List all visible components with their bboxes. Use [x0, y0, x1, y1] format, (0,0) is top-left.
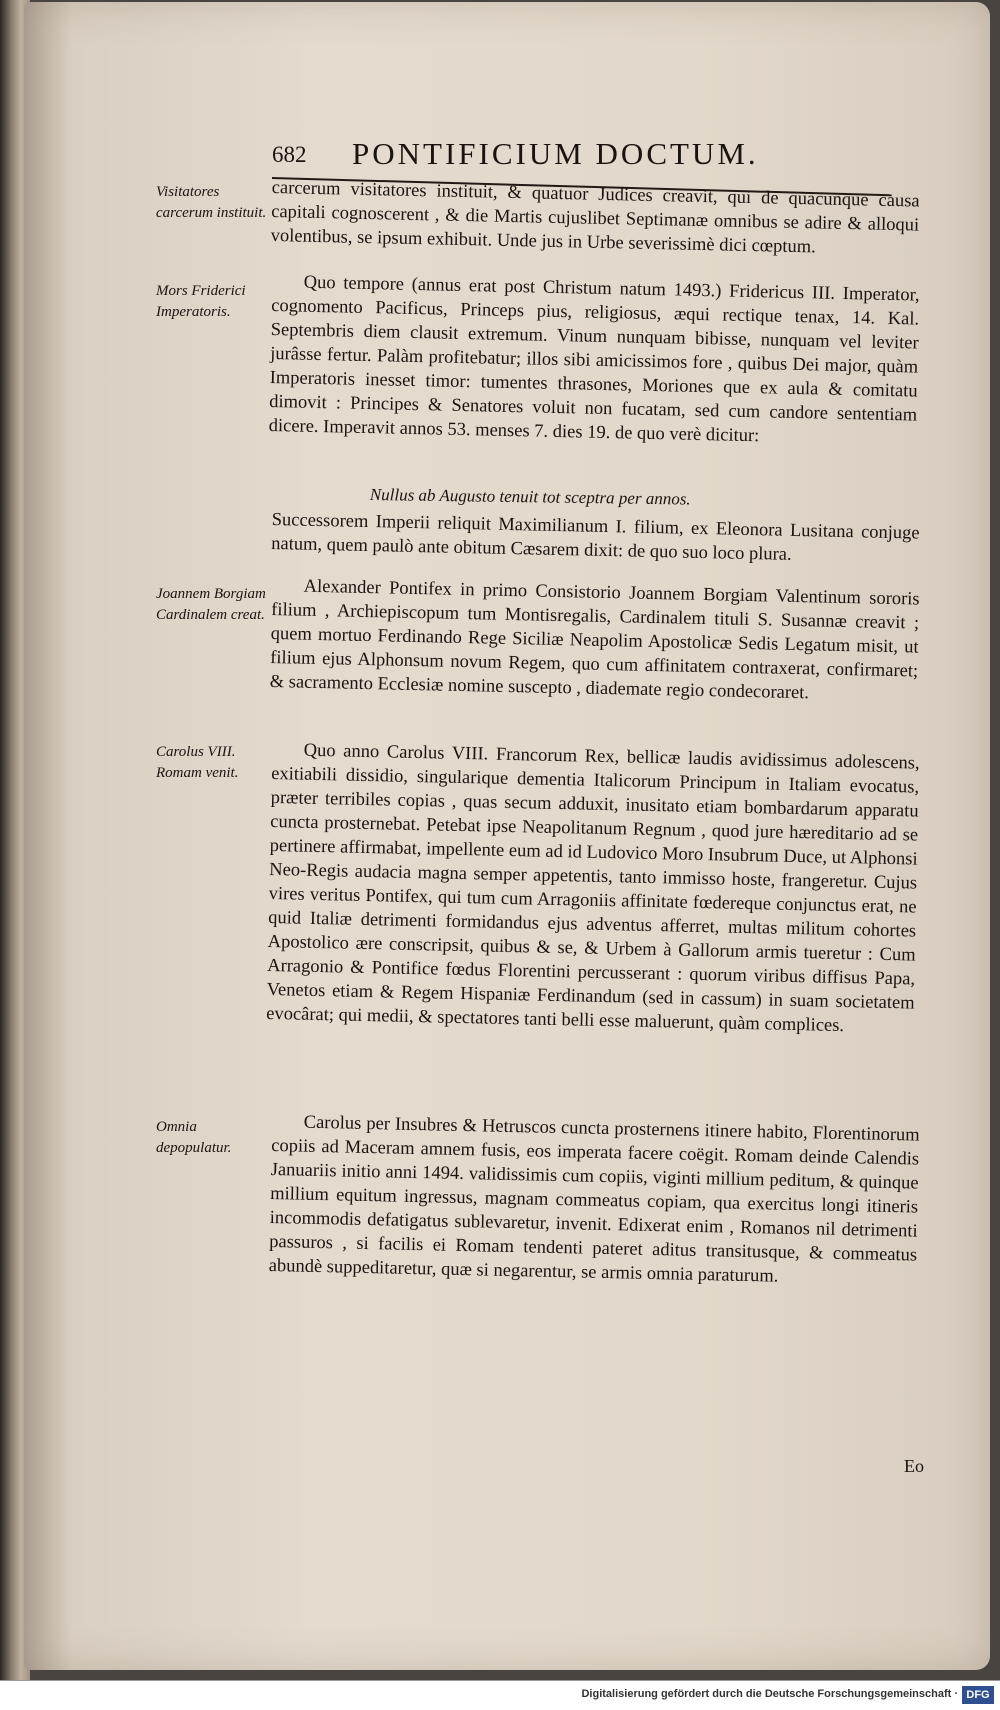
paragraph-mors-friderici: Quo tempore (annus erat post Christum natum 1493.) Fridericus III. Imperator, cognomento Pacificus, Princeps pius, religiosus, æqui rectique tenax, 14. Kal. Septembris diem clausit extremum. Vinum nunquam bibisse, nunquam vel leviter jurâsse fertur. Palàm profitebatur; illos sibi amicissimos fore , quibus Dei major, quàm Imperatoris inesset timor: tumentes thrasones, Moriones que ex aula & comitatu dimovit : Principes & Senatores voluit non fucatam, sed cum candore sententiam dicere. Imperavit annos 53. menses 7. dies 19. de quo verè dicitur:	[268, 272, 920, 447]
verse-line: Nullus ab Augusto tenuit tot sceptra per annos.	[369, 485, 691, 509]
running-title: PONTIFICIUM DOCTUM.	[352, 136, 759, 171]
margin-note-mors-friderici: Mors Friderici Imperatoris.	[156, 283, 246, 320]
margin-note-visitatores: Visitatores carcerum instituit.	[156, 184, 267, 221]
margin-note-omnia-depopulatur: Omnia depopulatur.	[156, 1119, 232, 1156]
page-header	[272, 136, 887, 178]
paragraph-successorem: Successorem Imperii reliquit Maximilianum I. filium, ex Eleonora Lusitana conjuge natum, quem paulò ante obitum Cæsarem dixit: de quo suo loco plura.	[271, 509, 920, 565]
margin-note-carolus-viii: Carolus VIII. Romam venit.	[156, 744, 239, 781]
paragraph-joannem-borgiam: Alexander Pontifex in primo Consistorio Joannem Borgiam Valentinum sororis filium , Archiepiscopum tum Montisregalis, Cardinalem tituli S. Susannæ creavit ; quem mortuo Ferdinando Rege Siciliæ Neapolim Apostolicæ Sedis Legatum misit, ut filium ejus Alphonsum novum Regem, quo cum affinitatem contraxerat, confirmaret; & sacramento Ecclesiæ nomine suscepto , diademate regio condecoraret.	[269, 576, 920, 704]
page-number: 682	[272, 142, 307, 167]
paragraph-visitatores: carcerum visitatores instituit, & quatuor Judices creavit, qui de quacunque causa capitali cognoscerent , & die Martis cujuslibet Septimanæ omnibus se adire & alloqui volentibus, se ipsum exhibuit. Unde jus in Urbe severissimè dici cœptum.	[270, 177, 920, 258]
footer-bar	[0, 1680, 1000, 1710]
paragraph-carolus-viii: Quo anno Carolus VIII. Francorum Rex, bellicæ laudis avidissimus adolescens, exitiabili dissidio, singularique dementia Italicorum Principum in Italiam evocatus, præter terribiles copias , quas secum adduxit, inusitato etiam bombardarum apparatu cuncta prosternebat. Petebat ipse Neapolitanum Regnum , quod jure hæreditario ad se pertinere affirmabat, impellente eum ad id Ludovico Moro Insubrum Duce, ut Alphonsi Neo-Regis audacia magna semper appetentis, tanto immisso hoste, frangeretur. Cujus vires veritus Pontifex, qui tum cum Arragoniis affinitate fœdereque conjunctus erat, ne quid Italiæ detrimenti formidandus ejus adventus afferret, multas militum cohortes Apostolico ære conscripsit, quibus & se, & Urbem à Gallorum armis tueretur : Cum Arragonio & Pontifice fœdus Florentini percusserant : quorum viribus diffisus Papa, Venetos etiam & Regem Hispaniæ Ferdinandum (sed in cassum) in suam societatem evocârat; qui medii, & spectatores tanti belli esse maluerunt, quàm complices.	[266, 740, 920, 1037]
paragraph-carolus-insubres: Carolus per Insubres & Hetruscos cuncta prosternens itinere habito, Florentinorum copiis ad Maceram amnem fusis, eos imperata facere coëgit. Romam deinde Calendis Januariis initio anni 1494. validissimis cum copiis, viginti millium peditum, & quinque millium equitum ingressus, magnam commeatus copiam, qua exercitus longi itineris incommodis defatigatus sublevaretur, invenit. Edixerat enim , Romanos nil detrimenti passuros , si facilis ei Romam tendenti pateret aditus transitusque, & commeatus abundè suppeditaretur, quæ si negarentur, se armis omnia paraturum.	[268, 1112, 920, 1287]
margin-note-joannem-borgiam: Joannem Borgiam Cardinalem creat.	[156, 586, 266, 623]
footer-credit: Digitalisierung gefördert durch die Deutsche Forschungsgemeinschaft ·	[581, 1688, 958, 1700]
catchword: Eo	[904, 1456, 924, 1476]
dfg-logo-icon: DFG	[962, 1686, 994, 1704]
